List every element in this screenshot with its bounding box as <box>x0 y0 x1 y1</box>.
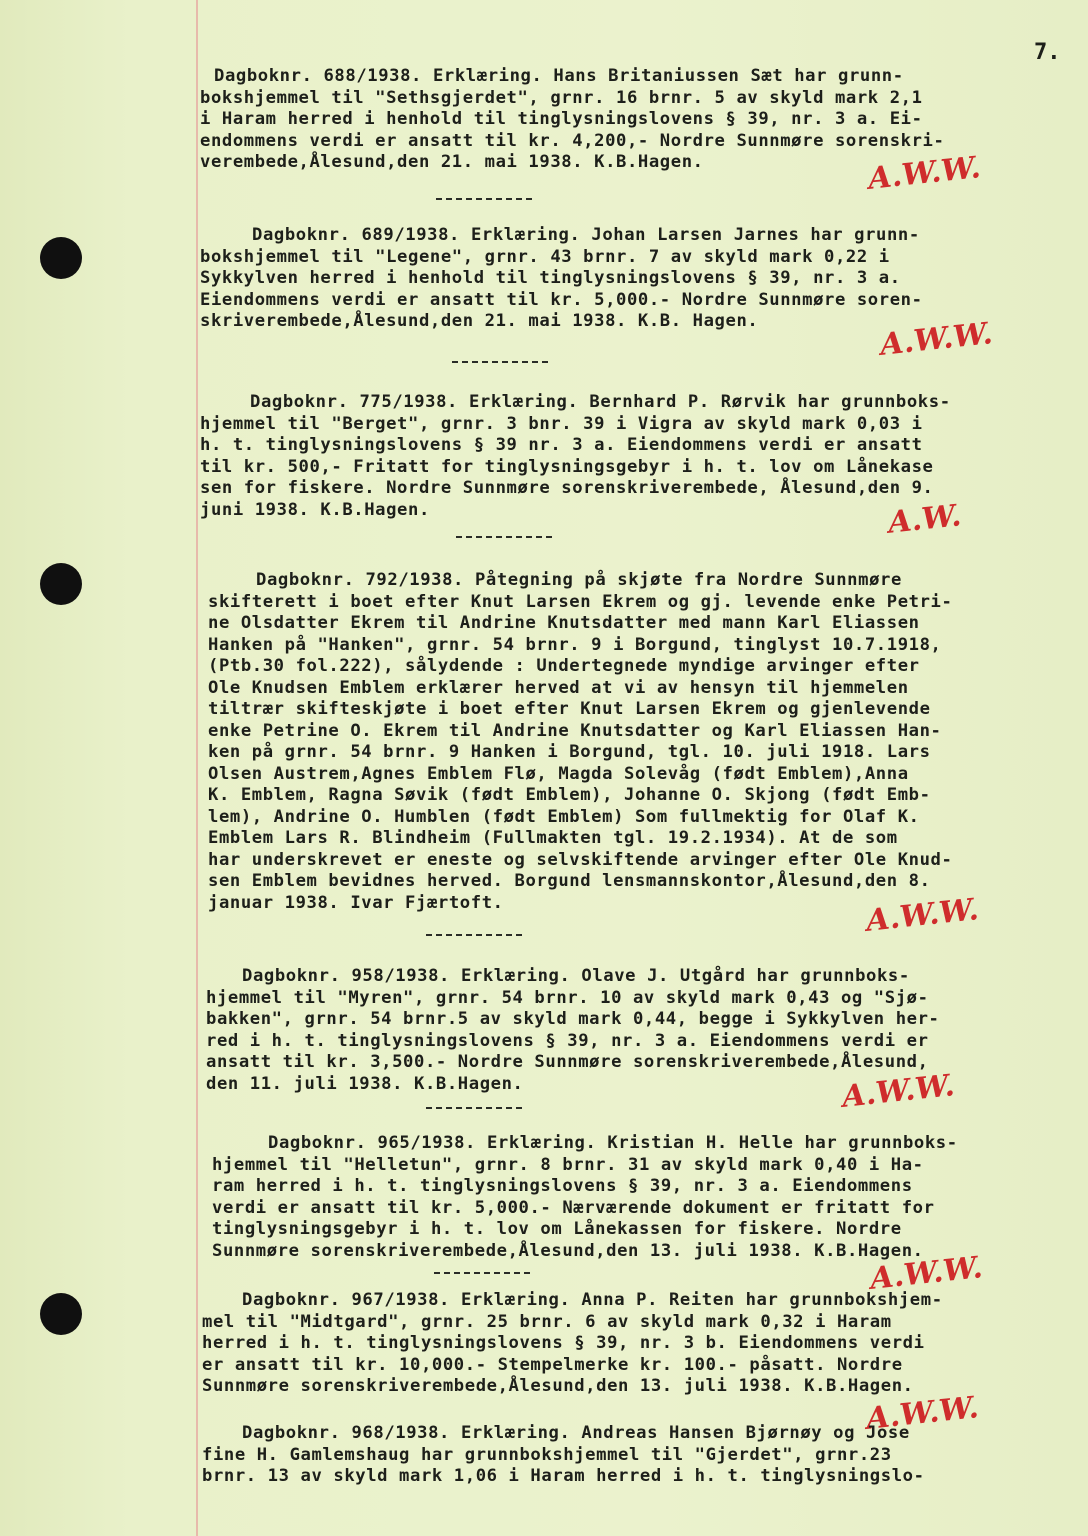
entry-line: (Ptb.30 fol.222), sålydende : Undertegnede myndige arvinger efter <box>208 656 920 676</box>
entry-line: sen Emblem bevidnes herved. Borgund lensmannskontor,Ålesund,den 8. <box>208 871 931 891</box>
separator-line <box>426 1107 522 1109</box>
entry-line: i Haram herred i henhold til tinglysningslovens § 39, nr. 3 a. Ei- <box>200 109 923 129</box>
entry-line: ram herred i h. t. tinglysningslovens § 39, nr. 3 a. Eiendommens <box>212 1176 913 1196</box>
entry-line: K. Emblem, Ragna Søvik (født Emblem), Johanne O. Skjong (født Emb- <box>208 785 931 805</box>
entry-line: herred i h. t. tinglysningslovens § 39, nr. 3 b. Eiendommens verdi <box>202 1333 925 1353</box>
signature-initials: A.W.W. <box>864 892 981 939</box>
entry-line: Emblem Lars R. Blindheim (Fullmakten tgl. 19.2.1934). At de som <box>208 828 898 848</box>
punch-hole <box>40 237 82 279</box>
signature-initials: A.W.W. <box>878 316 995 363</box>
entry-line: Sykkylven herred i henhold til tinglysningslovens § 39, nr. 3 a. <box>200 268 901 288</box>
entry-line: enke Petrine O. Ekrem til Andrine Knutsdatter og Karl Eliassen Han- <box>208 720 942 741</box>
entry-line: sen for fiskere. Nordre Sunnmøre sorenskriverembede, Ålesund,den 9. <box>200 478 934 498</box>
entry-line: skriverembede,Ålesund,den 21. mai 1938. K.B. Hagen. <box>200 311 759 331</box>
journal-entry <box>200 66 945 174</box>
entry-line: endommens verdi er ansatt til kr. 4,200,- Nordre Sunnmøre sorenskri- <box>200 130 945 151</box>
signature-initials: A.W. <box>886 498 963 541</box>
margin-line <box>196 0 198 1536</box>
punch-hole <box>40 1293 82 1335</box>
entry-line: hjemmel til "Myren", grnr. 54 brnr. 10 av skyld mark 0,43 og "Sjø- <box>206 987 929 1008</box>
entry-line: lem), Andrine O. Humblen (født Emblem) Som fullmektig for Olaf K. <box>208 806 920 827</box>
entry-line: hjemmel til "Berget", grnr. 3 bnr. 39 i Vigra av skyld mark 0,03 i <box>200 413 923 434</box>
separator-line <box>452 361 548 363</box>
signature-initials: A.W.W. <box>864 1390 981 1437</box>
entry-line: mel til "Midtgard", grnr. 25 brnr. 6 av skyld mark 0,32 i Haram <box>202 1311 892 1332</box>
journal-entry <box>202 1290 943 1398</box>
entry-line: Dagboknr. 775/1938. Erklæring. Bernhard P. Rørvik har grunnboks- <box>250 392 951 412</box>
entry-line: h. t. tinglysningslovens § 39 nr. 3 a. Eiendommens verdi er ansatt <box>200 435 923 455</box>
page-number: 7. <box>1034 40 1061 65</box>
entry-line: Ole Knudsen Emblem erklærer herved at vi av hensyn til hjemmelen <box>208 677 909 698</box>
entry-line: red i h. t. tinglysningslovens § 39, nr. 3 a. Eiendommens verdi er <box>206 1030 929 1051</box>
entry-line: skifterett i boet efter Knut Larsen Ekrem og gj. levende enke Petri- <box>208 591 953 612</box>
journal-entry <box>206 966 940 1095</box>
entry-line: bokshjemmel til "Sethsgjerdet", grnr. 16 brnr. 5 av skyld mark 2,1 <box>200 87 923 108</box>
entry-line: Hanken på "Hanken", grnr. 54 brnr. 9 i Borgund, tinglyst 10.7.1918, <box>208 634 942 655</box>
journal-entry <box>208 570 953 914</box>
entry-line: bokshjemmel til "Legene", grnr. 43 brnr. 7 av skyld mark 0,22 i <box>200 246 890 267</box>
signature-initials: A.W.W. <box>868 1250 985 1297</box>
signature-initials: A.W.W. <box>840 1068 957 1115</box>
signature-initials: A.W.W. <box>866 150 983 197</box>
entry-line: Dagboknr. 958/1938. Erklæring. Olave J. Utgård har grunnboks- <box>242 966 910 986</box>
entry-line: tinglysningsgebyr i h. t. lov om Lånekassen for fiskere. Nordre <box>212 1219 902 1239</box>
journal-entry <box>212 1133 958 1262</box>
entry-line: den 11. juli 1938. K.B.Hagen. <box>206 1073 524 1094</box>
entry-line: juni 1938. K.B.Hagen. <box>200 499 430 520</box>
entry-line: tiltrær skifteskjøte i boet efter Knut Larsen Ekrem og gjenlevende <box>208 699 931 719</box>
entry-line: Sunnmøre sorenskriverembede,Ålesund,den 13. juli 1938. K.B.Hagen. <box>212 1240 924 1261</box>
entry-line: verembede,Ålesund,den 21. mai 1938. K.B.Hagen. <box>200 152 704 172</box>
entry-line: bakken", grnr. 54 brnr.5 av skyld mark 0,44, begge i Sykkylven her- <box>206 1009 940 1029</box>
entry-line: hjemmel til "Helletun", grnr. 8 brnr. 31 av skyld mark 0,40 i Ha- <box>212 1154 924 1175</box>
entry-line: ne Olsdatter Ekrem til Andrine Knutsdatter med mann Karl Eliassen <box>208 613 920 633</box>
journal-entry <box>200 225 923 333</box>
entry-line: Dagboknr. 689/1938. Erklæring. Johan Larsen Jarnes har grunn- <box>252 225 920 245</box>
entry-line: Dagboknr. 688/1938. Erklæring. Hans Britaniussen Sæt har grunn- <box>214 66 904 86</box>
journal-entry <box>200 392 951 521</box>
journal-entry <box>202 1423 925 1488</box>
entry-line: fine H. Gamlemshaug har grunnbokshjemmel til "Gjerdet", grnr.23 <box>202 1444 892 1465</box>
entry-line: Dagboknr. 968/1938. Erklæring. Andreas Hansen Bjørnøy og Jose <box>242 1423 910 1443</box>
entry-line: Eiendommens verdi er ansatt til kr. 5,000.- Nordre Sunnmøre soren- <box>200 289 923 310</box>
entry-line: er ansatt til kr. 10,000.- Stempelmerke kr. 100.- påsatt. Nordre <box>202 1354 903 1375</box>
entry-line: januar 1938. Ivar Fjærtoft. <box>208 892 504 913</box>
entry-line: Dagboknr. 792/1938. Påtegning på skjøte fra Nordre Sunnmøre <box>256 570 902 590</box>
entry-line: ken på grnr. 54 brnr. 9 Hanken i Borgund, tgl. 10. juli 1918. Lars <box>208 742 931 762</box>
separator-line <box>426 934 522 936</box>
separator-line <box>436 198 532 200</box>
entry-line: har underskrevet er eneste og selvskiftende arvinger efter Ole Knud- <box>208 849 953 870</box>
punch-hole <box>40 563 82 605</box>
entry-line: Olsen Austrem,Agnes Emblem Flø, Magda Solevåg (født Emblem),Anna <box>208 763 909 784</box>
separator-line <box>434 1272 530 1274</box>
entry-line: til kr. 500,- Fritatt for tinglysningsgebyr i h. t. lov om Lånekase <box>200 456 934 477</box>
entry-line: Sunnmøre sorenskriverembede,Ålesund,den 13. juli 1938. K.B.Hagen. <box>202 1376 914 1396</box>
entry-line: Dagboknr. 967/1938. Erklæring. Anna P. Reiten har grunnbokshjem- <box>242 1290 943 1310</box>
entry-line: brnr. 13 av skyld mark 1,06 i Haram herred i h. t. tinglysningslo- <box>202 1466 925 1486</box>
entry-line: ansatt til kr. 3,500.- Nordre Sunnmøre sorenskriverembede,Ålesund, <box>206 1052 929 1072</box>
entry-line: verdi er ansatt til kr. 5,000.- Nærværende dokument er fritatt for <box>212 1197 935 1218</box>
entry-line: Dagboknr. 965/1938. Erklæring. Kristian H. Helle har grunnboks- <box>268 1133 958 1153</box>
separator-line <box>456 536 552 538</box>
